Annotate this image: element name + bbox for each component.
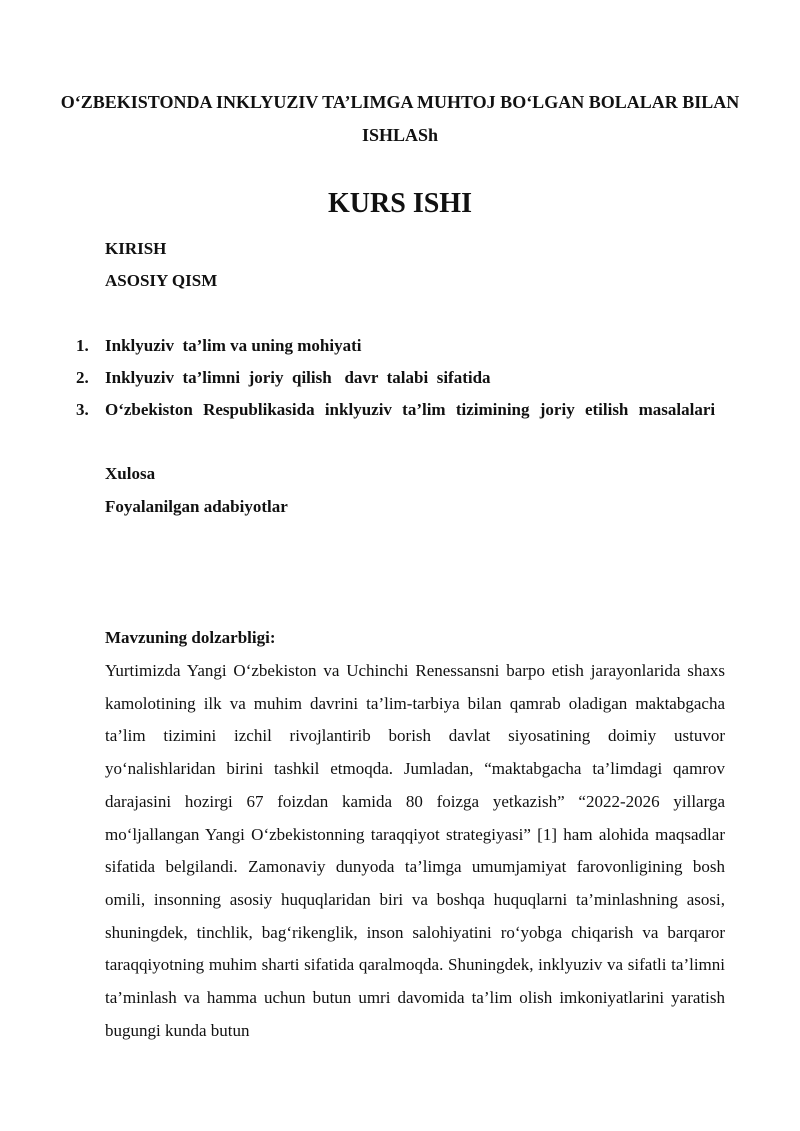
- toc-item-text: Inklyuziv ta’limni joriy qilish davr talabi sifatida: [105, 368, 491, 387]
- document-title: O‘ZBEKISTONDA INKLYUZIV TA’LIMGA MUHTOJ BO‘LGAN BOLALAR BILAN ISHLASh: [60, 92, 740, 145]
- toc-item-number: 2.: [76, 368, 89, 387]
- toc-item-text: O‘zbekiston Respublikasida inklyuziv ta’lim tizimining joriy etilish masalalari: [105, 400, 716, 419]
- section-heading: Mavzuning dolzarbligi:: [105, 628, 276, 647]
- toc-references: Foyalanilgan adabiyotlar: [105, 497, 288, 516]
- toc-item: [0, 362, 800, 394]
- toc-list: [0, 330, 800, 426]
- toc-conclusion: Xulosa: [105, 464, 156, 483]
- toc-item-number: 3.: [76, 400, 89, 419]
- toc-item: [0, 394, 800, 426]
- document-subtitle: KURS ISHI: [328, 188, 472, 219]
- toc-item-text: Inklyuziv ta’lim va uning mohiyati: [105, 336, 362, 355]
- toc-intro: KIRISH: [105, 239, 167, 258]
- toc-main-part: ASOSIY QISM: [105, 271, 218, 290]
- section-paragraph: Yurtimizda Yangi O‘zbekiston va Uchinchi Renessansni barpo etish jarayonlarida shaxs kamolotining ilk va muhim davrini ta’lim-tarbiya bilan qamrab oladigan maktabgacha ta’lim tizimini izchil rivojlantirib borish davlat siyosatining doimiy ustuvor yo‘nalishlaridan birini tashkil etmoqda. Jumladan, “maktabgacha ta’limdagi qamrov darajasini hozirgi 67 foizdan kamida 80 foizga yetkazish” “2022-2026 yillarga mo‘ljallangan Yangi O‘zbekistonning taraqqiyot strategiyasi” [1] ham alohida maqsadlar sifatida belgilandi. Zamonaviy dunyoda ta’limga umumjamiyat farovonligining bosh omili, insonning asosiy huquqlaridan biri va boshqa huquqlarni ta’minlashning asosi, shuningdek, tinchlik, bag‘rikenglik, inson salohiyatini ro‘yobga chiqarish va barqaror taraqqiyotning muhim sharti sifatida qaralmoqda. Shuningdek, inklyuziv va sifatli ta’limni ta’minlash va hamma uchun butun umri davomida ta’lim olish imkoniyatlarini yaratish bugungi kunda butun: [105, 661, 725, 1040]
- toc-item-number: 1.: [76, 336, 89, 355]
- toc-item: [0, 330, 800, 362]
